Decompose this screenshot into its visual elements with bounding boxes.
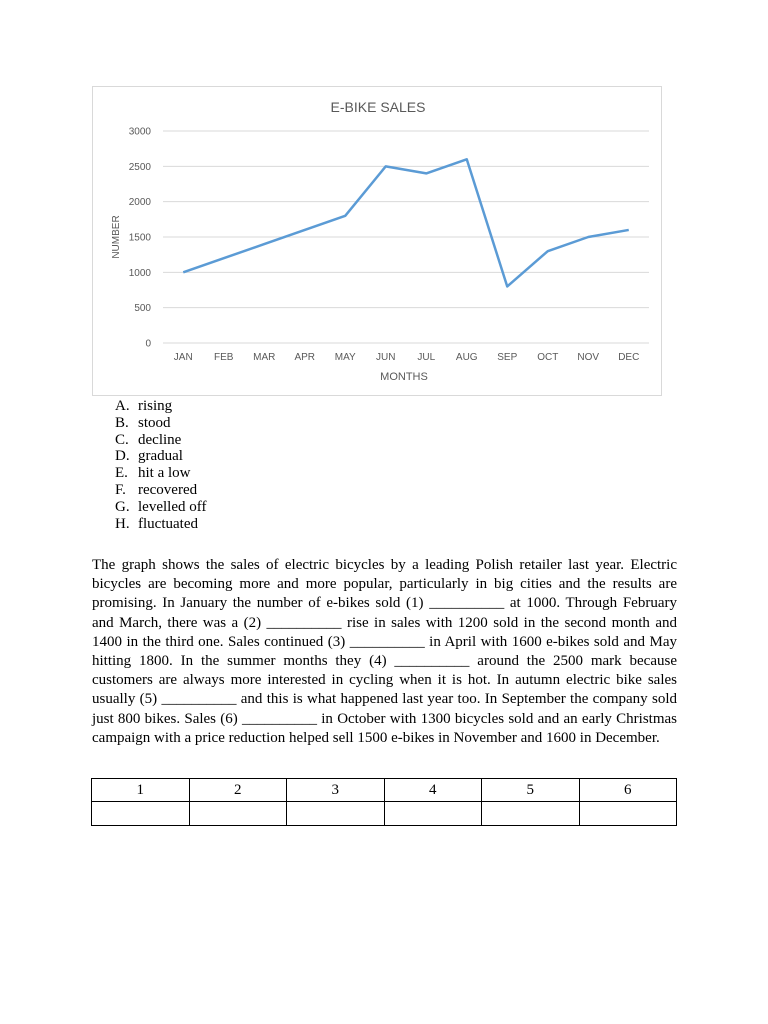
- y-axis-label: NUMBER: [111, 215, 122, 259]
- chart-gridlines: [163, 131, 649, 343]
- option-text: stood: [138, 414, 171, 431]
- answer-table: [91, 778, 677, 826]
- option-item: [115, 516, 206, 533]
- x-tick-label: FEB: [214, 352, 234, 363]
- option-text: gradual: [138, 448, 183, 465]
- option-item: [115, 415, 206, 432]
- option-text: recovered: [138, 481, 198, 498]
- answer-table-header-row: [92, 779, 677, 802]
- option-letter: B.: [115, 414, 129, 431]
- x-tick-label: NOV: [577, 352, 600, 363]
- sales-chart-svg: [93, 87, 663, 397]
- gap-fill-passage: The graph shows the sales of electric bicycles by a leading Polish retailer last year. Electric bicycles are becoming more and more popular, particularly in big cities and the results are promising. In January the number of e-bikes sold (1) __________ at 1000. Through February and March, there was a (2) __________ rise in sales with 1200 sold in the second month and 1400 in the third one. Sales continued (3) __________ in April with 1600 e-bikes sold and May hitting 1800. In the summer months they (4) __________ around the 2500 mark because customers are always more interested in cycling when it is hot. In autumn electric bike sales usually (5) __________ and this is what happened last year too. In September the company sold just 800 bikes. Sales (6) __________ in October with 1300 bicycles sold and an early Christmas campaign with a price reduction helped sell 1500 e-bikes in November and 1600 in December.: [92, 557, 677, 746]
- y-tick-label: 1500: [128, 232, 151, 244]
- x-axis-ticks: [174, 352, 640, 363]
- answer-header-cell: 4: [384, 779, 482, 802]
- option-letter: D.: [115, 448, 130, 465]
- answer-header-cell: 2: [189, 779, 287, 802]
- x-tick-label: JUN: [376, 352, 396, 363]
- y-tick-label: 3000: [128, 126, 151, 138]
- option-item: [115, 499, 206, 516]
- option-text: fluctuated: [138, 515, 198, 532]
- x-tick-label: AUG: [455, 352, 478, 363]
- y-tick-label: 1000: [128, 267, 151, 279]
- answer-cell[interactable]: [579, 802, 677, 826]
- x-tick-label: MAY: [334, 352, 356, 363]
- sales-chart: [92, 86, 662, 396]
- option-letter: F.: [115, 481, 126, 498]
- answer-cell[interactable]: [189, 802, 287, 826]
- option-text: levelled off: [138, 498, 207, 515]
- option-text: rising: [138, 398, 173, 414]
- option-item: [115, 398, 206, 415]
- chart-title: E-BIKE SALES: [330, 99, 426, 115]
- answer-table-answer-row: [92, 802, 677, 826]
- x-axis-label: MONTHS: [380, 371, 428, 383]
- x-tick-label: MAR: [253, 352, 276, 363]
- answer-options-list: [115, 398, 206, 532]
- option-item: [115, 432, 206, 449]
- option-letter: G.: [115, 498, 130, 515]
- x-tick-label: SEP: [497, 352, 518, 363]
- option-letter: H.: [115, 515, 130, 532]
- y-tick-label: 500: [134, 303, 151, 315]
- x-tick-label: JAN: [173, 352, 193, 363]
- answer-header-cell: 5: [482, 779, 580, 802]
- x-tick-label: APR: [294, 352, 316, 363]
- y-tick-label: 2000: [128, 197, 151, 209]
- option-text: hit a low: [138, 465, 191, 482]
- y-tick-label: 2500: [128, 161, 151, 173]
- series-line: [183, 159, 629, 286]
- option-letter: A.: [115, 398, 130, 414]
- answer-cell[interactable]: [92, 802, 190, 826]
- answer-cell[interactable]: [482, 802, 580, 826]
- answer-header-cell: 1: [92, 779, 190, 802]
- answer-cell[interactable]: [287, 802, 385, 826]
- y-axis-ticks: [129, 127, 152, 350]
- option-item: [115, 465, 206, 482]
- answer-header-cell: 6: [579, 779, 677, 802]
- option-text: decline: [138, 431, 182, 448]
- option-letter: E.: [115, 465, 128, 482]
- answer-header-cell: 3: [287, 779, 385, 802]
- answer-cell[interactable]: [384, 802, 482, 826]
- y-tick-label: 0: [145, 338, 151, 350]
- option-item: [115, 448, 206, 465]
- x-tick-label: DEC: [618, 352, 640, 363]
- option-letter: C.: [115, 431, 129, 448]
- option-item: [115, 482, 206, 499]
- x-tick-label: OCT: [537, 352, 559, 363]
- x-tick-label: JUL: [417, 352, 436, 363]
